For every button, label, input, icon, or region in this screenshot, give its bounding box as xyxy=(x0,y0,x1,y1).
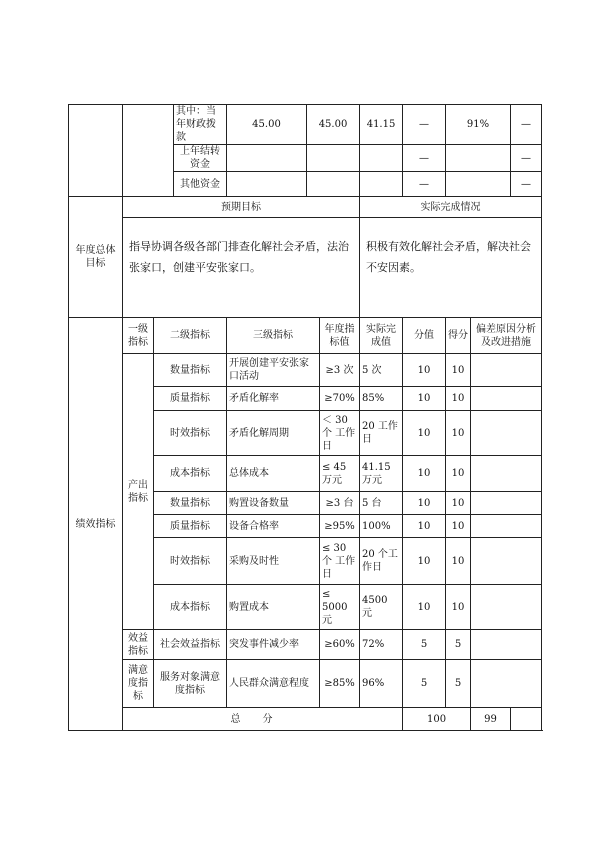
got-cell: 5 xyxy=(446,660,471,708)
target-cell: ≥3 次 xyxy=(320,354,360,387)
deviation-cell xyxy=(471,585,542,630)
total-got: 99 xyxy=(471,708,511,731)
funding-value: — xyxy=(403,105,446,145)
level3-cell: 购置设备数量 xyxy=(227,492,320,515)
funding-label: 上年结转资金 xyxy=(174,145,227,172)
got-cell: 10 xyxy=(446,456,471,492)
funding-value: 45.00 xyxy=(307,105,360,145)
deviation-cell xyxy=(471,456,542,492)
level3-cell: 矛盾化解率 xyxy=(227,387,320,411)
funding-value xyxy=(307,172,360,197)
total-row xyxy=(69,708,542,731)
level3-cell: 设备合格率 xyxy=(227,515,320,538)
funding-value xyxy=(446,145,511,172)
level2-cell: 时效指标 xyxy=(154,538,227,585)
header-level1: 一级指标 xyxy=(123,318,154,354)
score-cell: 10 xyxy=(403,456,446,492)
actual-cell: 5 次 xyxy=(360,354,403,387)
level3-cell: 总体成本 xyxy=(227,456,320,492)
total-score: 100 xyxy=(403,708,471,731)
score-cell: 5 xyxy=(403,630,446,660)
header-level3: 三级指标 xyxy=(227,318,320,354)
actual-cell: 100% xyxy=(360,515,403,538)
table-row xyxy=(69,354,542,387)
actual-cell: 5 台 xyxy=(360,492,403,515)
target-cell: ＜ 30 个 工作日 xyxy=(320,411,360,456)
total-label xyxy=(123,708,403,731)
perf-header-row xyxy=(69,318,542,354)
table-row xyxy=(69,630,542,660)
got-cell: 5 xyxy=(446,630,471,660)
score-cell: 10 xyxy=(403,354,446,387)
funding-value xyxy=(227,172,307,197)
group-satisfaction: 满意度指标 xyxy=(123,660,154,708)
level3-cell: 突发事件减少率 xyxy=(227,630,320,660)
funding-value xyxy=(307,145,360,172)
deviation-cell xyxy=(471,660,542,708)
level3-cell: 开展创建平安张家口活动 xyxy=(227,354,320,387)
level2-cell: 质量指标 xyxy=(154,387,227,411)
funding-value: — xyxy=(403,145,446,172)
deviation-cell xyxy=(471,630,542,660)
deviation-cell xyxy=(471,387,542,411)
target-cell: ≥95% xyxy=(320,515,360,538)
header-got: 得分 xyxy=(446,318,471,354)
funding-value: — xyxy=(511,145,542,172)
total-deviation xyxy=(511,708,542,731)
group-output: 产出指标 xyxy=(123,354,154,630)
actual-cell: 20 个工作日 xyxy=(360,538,403,585)
target-cell: ≤ 5000 元 xyxy=(320,585,360,630)
deviation-cell xyxy=(471,538,542,585)
level2-cell: 质量指标 xyxy=(154,515,227,538)
funding-label: 其他资金 xyxy=(174,172,227,197)
target-cell: ≥85% xyxy=(320,660,360,708)
level3-cell: 矛盾化解周期 xyxy=(227,411,320,456)
funding-value: — xyxy=(511,105,542,145)
funding-value: 91% xyxy=(446,105,511,145)
actual-cell: 20 工作日 xyxy=(360,411,403,456)
level2-cell: 社会效益指标 xyxy=(154,630,227,660)
actual-cell: 41.15 万元 xyxy=(360,456,403,492)
deviation-cell xyxy=(471,411,542,456)
table-row xyxy=(69,660,542,708)
score-cell: 10 xyxy=(403,538,446,585)
got-cell: 10 xyxy=(446,411,471,456)
expected-goal-text xyxy=(123,218,360,318)
score-cell: 10 xyxy=(403,411,446,456)
got-cell: 10 xyxy=(446,492,471,515)
actual-goal-content: 积极有效化解社会矛盾，解决社会不安因素。 xyxy=(366,240,532,274)
funding-value: 41.15 xyxy=(360,105,403,145)
funding-value: — xyxy=(511,172,542,197)
funding-value: — xyxy=(403,172,446,197)
level3-cell: 人民群众满意程度 xyxy=(227,660,320,708)
header-actual-value: 实际完成值 xyxy=(360,318,403,354)
level2-cell: 成本指标 xyxy=(154,456,227,492)
deviation-cell xyxy=(471,492,542,515)
actual-cell: 96% xyxy=(360,660,403,708)
score-cell: 10 xyxy=(403,492,446,515)
actual-cell: 4500 元 xyxy=(360,585,403,630)
funding-blank-cell xyxy=(69,105,123,197)
funding-value xyxy=(227,145,307,172)
performance-label: 绩效指标 xyxy=(69,318,123,731)
got-cell: 10 xyxy=(446,515,471,538)
group-benefit: 效益指标 xyxy=(123,630,154,660)
total-label-text: 总分 xyxy=(230,713,295,725)
target-cell: ≤ 45 万元 xyxy=(320,456,360,492)
level3-cell: 购置成本 xyxy=(227,585,320,630)
score-cell: 5 xyxy=(403,660,446,708)
target-cell: ≥60% xyxy=(320,630,360,660)
level3-cell: 采购及时性 xyxy=(227,538,320,585)
level2-cell: 数量指标 xyxy=(154,354,227,387)
score-cell: 10 xyxy=(403,387,446,411)
level2-cell: 服务对象满意度指标 xyxy=(154,660,227,708)
got-cell: 10 xyxy=(446,585,471,630)
funding-blank-cell xyxy=(123,105,174,197)
level2-cell: 时效指标 xyxy=(154,411,227,456)
funding-value: 45.00 xyxy=(227,105,307,145)
annual-goal-label: 年度总体目标 xyxy=(69,197,123,318)
header-score: 分值 xyxy=(403,318,446,354)
expected-goal-content: 指导协调各级各部门排查化解社会矛盾，法治张家口，创建平安张家口。 xyxy=(129,240,349,274)
target-cell: ≤ 30 个 工作日 xyxy=(320,538,360,585)
funding-value xyxy=(360,172,403,197)
funding-label: 其中：当年财政拨款 xyxy=(174,105,227,145)
actual-goal-header: 实际完成情况 xyxy=(360,197,542,218)
target-cell: ≥70% xyxy=(320,387,360,411)
deviation-cell xyxy=(471,515,542,538)
score-cell: 10 xyxy=(403,585,446,630)
performance-table xyxy=(68,104,542,731)
header-level2: 二级指标 xyxy=(154,318,227,354)
funding-value xyxy=(446,172,511,197)
level2-cell: 数量指标 xyxy=(154,492,227,515)
actual-cell: 72% xyxy=(360,630,403,660)
got-cell: 10 xyxy=(446,538,471,585)
expected-goal-header: 预期目标 xyxy=(123,197,360,218)
deviation-cell xyxy=(471,354,542,387)
goal-text-row xyxy=(69,218,542,318)
funding-value xyxy=(360,145,403,172)
funding-row xyxy=(69,105,542,145)
goal-header-row xyxy=(69,197,542,218)
header-deviation: 偏差原因分析及改进措施 xyxy=(471,318,542,354)
level2-cell: 成本指标 xyxy=(154,585,227,630)
got-cell: 10 xyxy=(446,387,471,411)
got-cell: 10 xyxy=(446,354,471,387)
header-annual-value: 年度指标值 xyxy=(320,318,360,354)
actual-cell: 85% xyxy=(360,387,403,411)
score-cell: 10 xyxy=(403,515,446,538)
target-cell: ≥3 台 xyxy=(320,492,360,515)
actual-goal-text xyxy=(360,218,542,318)
